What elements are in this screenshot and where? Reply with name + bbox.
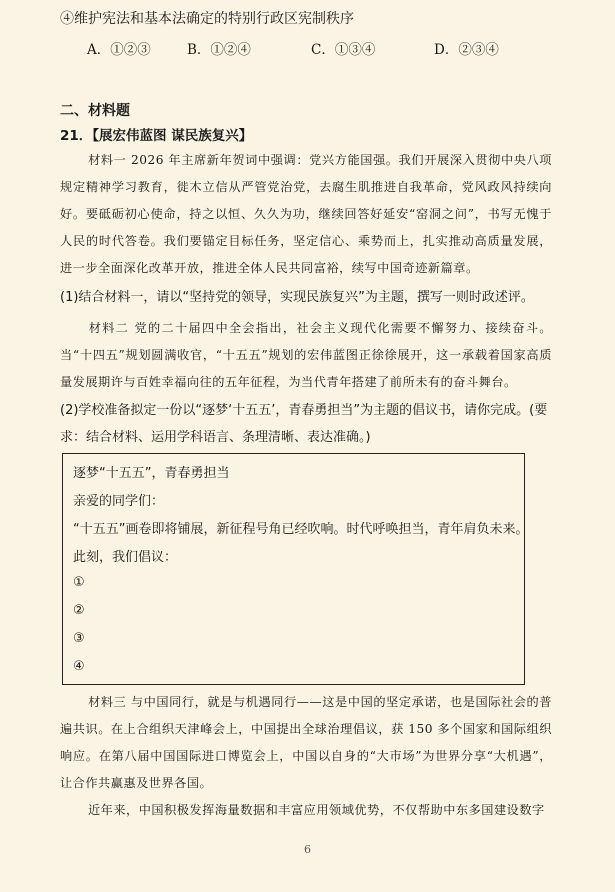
question-1: (1)结合材料一，请以“坚持党的领导，实现民族复兴”为主题，撰写一则时政述评。 <box>60 290 534 305</box>
section-title: 二、材料题 <box>60 103 130 119</box>
question-2: (2)学校准备拟定一份以“逐梦‘十五五’，青春勇担当”为主题的倡议书，请你完成。(要求：结合材料、运用学科语言、条理清晰、表达准确。) <box>60 403 548 445</box>
material-3-continued <box>60 797 552 824</box>
material-1 <box>60 147 552 282</box>
material-3-continued-text: 近年来，中国积极发挥海量数据和丰富应用领域优势，不仅帮助中东多国建设数字 <box>88 803 545 817</box>
material-2 <box>60 315 552 396</box>
material-3 <box>60 689 552 797</box>
proposal-item-4: ④ <box>73 659 85 674</box>
option-d: D．②③④ <box>434 42 499 58</box>
prev-question-item4: ④维护宪法和基本法确定的特别行政区宪制秩序 <box>60 11 354 27</box>
proposal-box <box>62 453 529 685</box>
material-1-text: 材料一 2026 年主席新年贺词中强调：党兴方能国强。我们开展深入贯彻中央八项规定精神学习教育，徙木立信从严管党治党，去腐生肌推进自我革命，党风政风持续向好。要砥砺初心使命，持之以恒、久久为功，继续回答好延安“窑洞之问”，书写无愧于人民的时代答卷。我们要锚定目标任务，坚定信心、乘势而上，扎实推动高质量发展，进一步全面深化改革开放，推进全体人民共同富裕，续写中国奇迹新篇章。 <box>60 153 552 275</box>
proposal-title: 逐梦“十五五”，青春勇担当 <box>73 466 230 481</box>
option-b: B．①②④ <box>187 42 251 58</box>
question-21-head: 21．【展宏伟蓝图 谋民族复兴】 <box>60 128 253 144</box>
proposal-lead: 此刻，我们倡议： <box>73 550 178 565</box>
proposal-item-1: ① <box>73 575 85 590</box>
option-a: A．①②③ <box>87 42 151 58</box>
option-c: C．①③④ <box>311 42 376 58</box>
proposal-item-2: ② <box>73 603 85 618</box>
proposal-greeting: 亲爱的同学们： <box>73 494 165 509</box>
material-2-text: 材料二 党的二十届四中全会指出，社会主义现代化需要不懈努力、接续奋斗。当“十四五”规划圆满收官，“十五五”规划的宏伟蓝图正徐徐展开，这一承载着国家高质量发展期许与百姓幸福向往的五年征程，为当代青年搭建了前所未有的奋斗舞台。 <box>60 321 552 389</box>
page-number: 6 <box>304 843 311 856</box>
proposal-item-3: ③ <box>73 631 85 646</box>
material-3-text: 材料三 与中国同行，就是与机遇同行——这是中国的坚定承诺，也是国际社会的普遍共识。在上合组织天津峰会上，中国提出全球治理倡议，获 150 多个国家和国际组织响应。在第八届中国国际进口博览会上，中国以自身的“大市场”为世界分享“大机遇”，让合作共赢惠及世界各国。 <box>60 695 552 790</box>
proposal-intro: “十五五”画卷即将铺展，新征程号角已经吹响。时代呼唤担当，青年肩负未来。 <box>73 522 529 537</box>
